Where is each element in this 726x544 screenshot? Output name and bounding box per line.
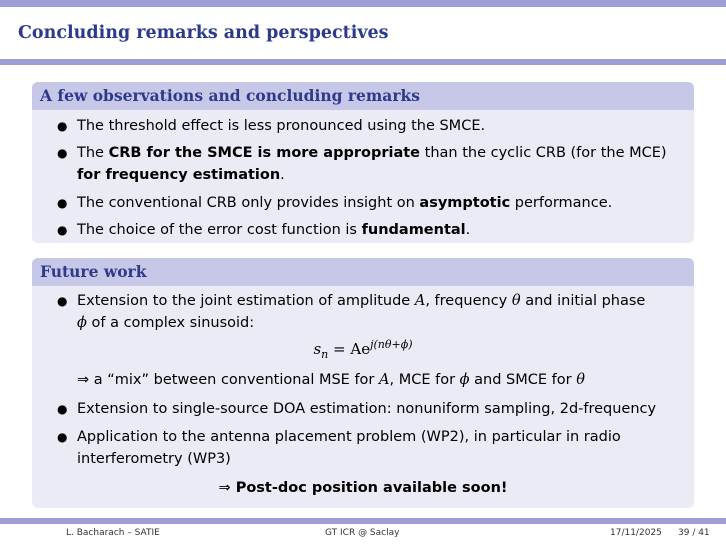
observations-block-title: A few observations and concluding remarks: [32, 82, 694, 110]
frame-title: Concluding remarks and perspectives: [18, 23, 389, 43]
list-item-text: Extension to the joint estimation of amplitude A, frequency θ and initial phase ϕ of a complex sinusoid:: [77, 293, 646, 331]
bullet-icon: ●: [57, 402, 68, 416]
list-item-text: Application to the antenna placement problem (WP2), in particular in radio interferometry (WP3): [77, 429, 621, 467]
implies-arrow-icon: ⇒: [77, 372, 90, 388]
postdoc-announcement: ⇒ Post-doc position available soon!: [218, 480, 508, 496]
title-rule: [0, 59, 726, 65]
bullet-icon: ●: [57, 223, 68, 237]
observations-block: [32, 82, 694, 243]
list-item-text: Extension to single-source DOA estimation: nonuniform sampling, 2d-frequency: [77, 401, 657, 417]
footer-date: 17/11/2025: [610, 528, 662, 538]
list-item-text: The threshold effect is less pronounced using the SMCE.: [77, 118, 486, 134]
bullet-icon: ●: [57, 146, 68, 160]
future-work-block: [32, 258, 694, 508]
list-item-text: The CRB for the SMCE is more appropriate than the cyclic CRB (for the MCE) for frequency estimation.: [77, 145, 667, 183]
top-decor-bar: [0, 0, 726, 7]
implies-arrow-icon: ⇒: [218, 480, 231, 496]
mix-line-text: ⇒ a “mix” between conventional MSE for A, MCE for ϕ and SMCE for θ: [77, 372, 585, 388]
list-item-text: The conventional CRB only provides insight on asymptotic performance.: [77, 195, 613, 211]
future-work-block-title: Future work: [32, 258, 694, 286]
bullet-icon: ●: [57, 430, 68, 444]
footer: [0, 524, 726, 544]
bullet-icon: ●: [57, 119, 68, 133]
footer-event: GT ICR @ Saclay: [325, 528, 400, 538]
signal-equation: $s_n = Ae^{j(n\theta+\phi)}$: [313, 338, 413, 361]
bullet-icon: ●: [57, 196, 68, 210]
list-item-text: The choice of the error cost function is fundamental.: [77, 222, 471, 238]
bullet-icon: ●: [57, 294, 68, 308]
footer-author: L. Bacharach – SATIE: [66, 528, 160, 538]
footer-page-number: 39 / 41: [678, 528, 710, 538]
